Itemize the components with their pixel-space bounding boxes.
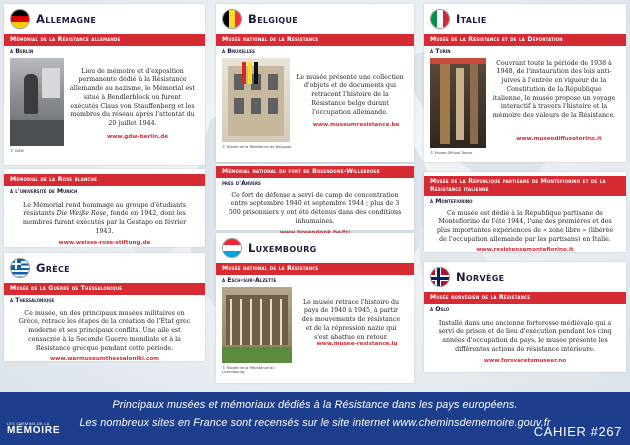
logo-wordmark: MÉMOIRE <box>7 425 61 436</box>
museum-photo <box>222 287 292 363</box>
museum-city: à Berlin <box>10 47 34 55</box>
country-title: Luxembourg <box>248 241 317 255</box>
museum-url-link[interactable]: www.warmuseumthessaloniki.com <box>49 356 159 363</box>
chemins-memoire-logo <box>7 422 77 436</box>
museum-city: à Turin <box>430 47 451 55</box>
photo-credit: © Museo Diffuso Torino <box>430 150 473 155</box>
footer-line-2: Les nombreux sites en France sont recensés sur le site internet www.cheminsdememoire.gouv.fr <box>79 417 551 429</box>
museum-description: Le Mémorial rend hommage au groupe d'étudiants résistants Die Weiße Rose, fondé en 1942, dont les membres furent exécutés par la Gestapo en février 1943. <box>22 201 187 235</box>
museum-title-bar: Mémorial de la Rose blanche <box>4 174 205 186</box>
photo-credit: © Musée de la Résistance du Luxembourg <box>222 365 275 374</box>
museum-title-bar: Musée de la Guerre de Thessalonique <box>4 283 205 295</box>
card-allemagne <box>4 4 205 165</box>
museum-title-bar: Mémorial de la Résistance allemande <box>4 34 205 46</box>
card-breendonk <box>216 164 414 230</box>
belgium-flag-icon <box>222 9 242 29</box>
museum-url-link[interactable]: www.weisse-rose-stiftung.de <box>58 239 151 246</box>
museum-title-bar: Musée de la République partisane de Montefiorino et de la Résistance italienne <box>424 176 626 196</box>
card-italie <box>424 4 626 162</box>
card-rose-blanche <box>4 169 205 247</box>
norway-flag-icon <box>430 267 450 287</box>
museum-description: Ce fort de défense a servi de camp de concentration entre septembre 1940 et septembre 1944 ; plus de 3 500 prisonniers y ont été détenus dans des conditions inhumaines. <box>228 191 402 225</box>
museum-description: Lieu de mémoire et d'exposition permanente dédié à la Résistance allemande au nazisme, le Mémorial est situé à Bendlerblock où furent exécutés Claus von Stauffenberg et les membres du réseau après l'attentat du 20 juillet 1944. <box>70 67 195 127</box>
museum-url-link[interactable]: www.forsvaretsmuseer.no <box>483 357 567 364</box>
museum-city: à Esch-sur-Alzette <box>222 276 277 284</box>
museum-url-link[interactable]: www.museodiffusotorino.it <box>516 135 602 142</box>
museum-url-link[interactable]: www.museumresistance.be <box>312 121 400 128</box>
logo-tagline: LES CHEMINS DE LA <box>7 422 50 426</box>
museum-url-link[interactable]: www.gdw-berlin.de <box>106 133 169 140</box>
museum-photo <box>430 58 486 148</box>
museum-title-bar: Musée norvégien de la Résistance <box>424 292 626 304</box>
museum-title-bar: Musée national de la Résistance <box>216 263 414 275</box>
museum-city: à Oslo <box>430 305 450 313</box>
luxembourg-flag-icon <box>222 238 242 258</box>
museum-url-link[interactable]: www.resistenzamontefiorino.it <box>476 247 574 254</box>
museum-city: à Montefiorino <box>430 197 473 205</box>
museum-description: Couvrant toute la période de 1938 à 1948, de l'instauration des lois anti-juives à l'entrée en vigueur de la Constitution de la République italienne, le musée propose un voyage interactif à travers l'histoire et la mémoire des valeurs de la Résistance. <box>492 59 616 119</box>
museum-description: Le musée retrace l'histoire du pays de 1940 à 1945, à partir des mouvements de résistance et de la répression nazie qui s'est abattue en retour. <box>301 298 401 341</box>
museum-title-bar: Musée de la Résistance et de la Déportation <box>424 34 626 46</box>
card-norvege <box>424 262 626 372</box>
country-title: Italie <box>456 12 487 26</box>
museum-photo <box>222 58 290 142</box>
museum-description: Le musée présente une collection d'objets et de documents qui retracent l'histoire de la Résistance belge durant l'occupation allemande. <box>296 73 404 116</box>
card-belgique <box>216 4 414 162</box>
footer-line-1: Principaux musées et mémoriaux dédiés à la Résistance dans les pays européens. <box>112 399 518 411</box>
museum-url-link[interactable]: www.musee-resistance.lu <box>316 340 398 347</box>
italy-flag-icon <box>430 9 450 29</box>
photo-credit: © GDW <box>10 148 24 153</box>
museum-city: près d'Anvers <box>222 179 261 187</box>
country-title: Allemagne <box>36 12 97 26</box>
germany-flag-icon <box>10 9 30 29</box>
museum-city: à Thessalonique <box>10 296 55 304</box>
museum-description: Ce musée est dédié à la République partisane de Montefiorino de l'été 1944, l'une des premières et des plus importantes expériences de « zone libre » (libérée de l'occupation allemande par les partisans) en Italie. <box>436 209 614 243</box>
country-title: Grèce <box>36 261 70 275</box>
card-luxembourg <box>216 233 414 383</box>
card-montefiorino <box>424 172 626 252</box>
museum-city: à l'université de Munich <box>10 187 78 195</box>
museum-title-bar: Musée national de la Résistance <box>216 34 414 46</box>
museum-description: Installé dans une ancienne forteresse médiévale qui a servi de prison et de lieu d'exécution pendant les cinq années d'occupation du pays, le musée présente les différentes actions de résistance intérieure. <box>438 319 612 353</box>
country-title: Belgique <box>248 12 299 26</box>
museum-title-bar: Mémorial national du fort de Breendonk-Willebroek <box>216 166 414 178</box>
card-grece <box>4 253 205 361</box>
museum-city: à Bruxelles <box>222 47 255 55</box>
museum-photo <box>10 58 64 146</box>
greece-flag-icon <box>10 258 30 278</box>
country-title: Norvège <box>456 270 505 284</box>
cahier-number: CAHIER #267 <box>533 424 622 439</box>
photo-credit: © Musée de la Résistance de Belgique <box>222 144 292 149</box>
museum-description: Ce musée, un des principaux musées militaires en Grèce, retrace les étapes de la création de l'État grec moderne et ses principaux conflits. Une aile est consacrée à la Seconde Guerre mondiale et à la Résistance grecque pendant cette période. <box>18 309 191 352</box>
